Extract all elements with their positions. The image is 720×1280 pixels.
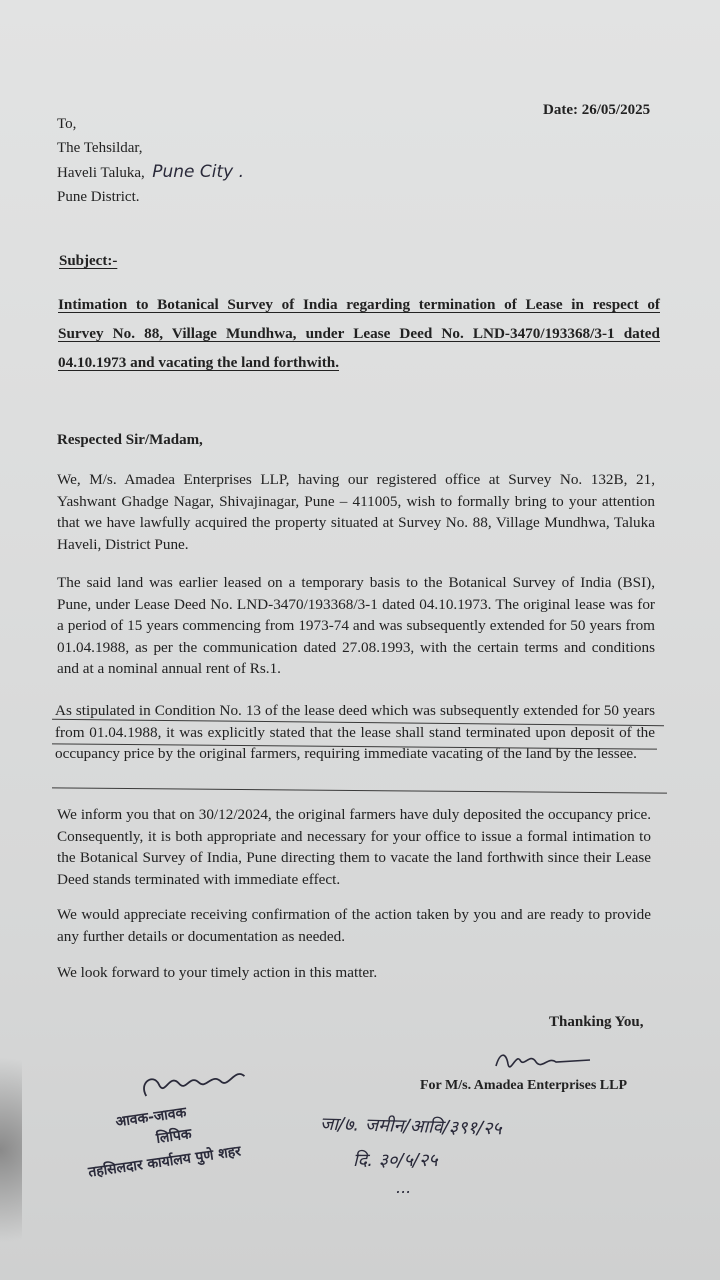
paragraph-1: We, M/s. Amadea Enterprises LLP, having our registered office at Survey No. 132B, 21, Yashwant Ghadge Nagar, Shivajinagar, Pune – 411005, wish to formally bring to your attention that we have lawfully acquired the property situated at Survey No. 88, Village Mundhwa, Taluka Haveli, District Pune. — [57, 471, 655, 553]
subject-line-1: Intimation to Botanical Survey of India regarding termination of Lease in respect of — [58, 296, 660, 313]
greeting: Respected Sir/Madam, — [57, 432, 203, 448]
pen-underline-3 — [52, 787, 667, 793]
paragraph-2: The said land was earlier leased on a temporary basis to the Botanical Survey of India (BSI), Pune, under Lease Deed No. LND-3470/193368/3-1 dated 04.10.1973. The original lease was for a period of 15 years commencing from 1973-74 and was subsequently extended for 50 years from 01.04.1988, as per the communication dated 27.08.1993, with the certain terms and conditions and at a nominal annual rent of Rs.1. — [57, 574, 655, 677]
addressee-taluka — [57, 160, 244, 185]
handwritten-ref-line-2: दि. ३०/५/२५ — [353, 1150, 438, 1171]
salutation-to: To, — [57, 116, 77, 132]
paragraph-3: As stipulated in Condition No. 13 of the lease deed which was subsequently extended for 50 years from 01.04.1988, it was explicitly stated that the lease shall stand terminated upon deposit of the occupancy price by the original farmers, requiring immediate vacating of the land by the lessee. — [55, 702, 655, 762]
addressee-title: The Tehsildar, — [57, 140, 143, 156]
stamp-signature — [133, 1055, 257, 1107]
paragraph-6: We look forward to your timely action in this matter. — [57, 964, 378, 981]
stamp-line-3: तहसिलदार कार्यालय पुणे शहर — [87, 1143, 242, 1181]
addressee-taluka-text: Haveli Taluka, — [57, 165, 145, 181]
subject-text — [58, 290, 660, 377]
handwritten-ref-line-3: ... — [396, 1178, 412, 1197]
addressee-block — [57, 112, 244, 209]
addressee-district: Pune District. — [57, 189, 140, 205]
subject-line-3: 04.10.1973 and vacating the land forthwith. — [58, 354, 339, 371]
stamp-line-2: लिपिक — [155, 1126, 193, 1147]
subject-heading: Subject:- — [59, 253, 118, 269]
subject-line-2: Survey No. 88, Village Mundhwa, under Lease Deed No. LND-3470/193368/3-1 dated — [58, 325, 660, 342]
closing-thanks: Thanking You, — [549, 1014, 644, 1030]
inward-stamp — [73, 1049, 310, 1218]
signature-scribble — [490, 1044, 600, 1080]
page-edge-shadow — [0, 1020, 22, 1280]
signatory-company: For M/s. Amadea Enterprises LLP — [420, 1078, 628, 1093]
handwritten-addition: Pune City . — [146, 162, 245, 182]
handwritten-ref-line-1: जा/७. जमीन/आवि/३९१/२५ — [319, 1113, 502, 1140]
letter-date: Date: 26/05/2025 — [543, 102, 651, 118]
paragraph-5: We would appreciate receiving confirmation of the action taken by you and are ready to provide any further details or documentation as needed. — [57, 906, 651, 945]
paragraph-4: We inform you that on 30/12/2024, the original farmers have duly deposited the occupancy price. Consequently, it is both appropriate and necessary for your office to issue a formal intimation to the Botanical Survey of India, Pune directing them to vacate the land forthwith since their Lease Deed stands terminated with immediate effect. — [57, 806, 651, 888]
stamp-line-1: आवक-जावक — [114, 1104, 188, 1131]
